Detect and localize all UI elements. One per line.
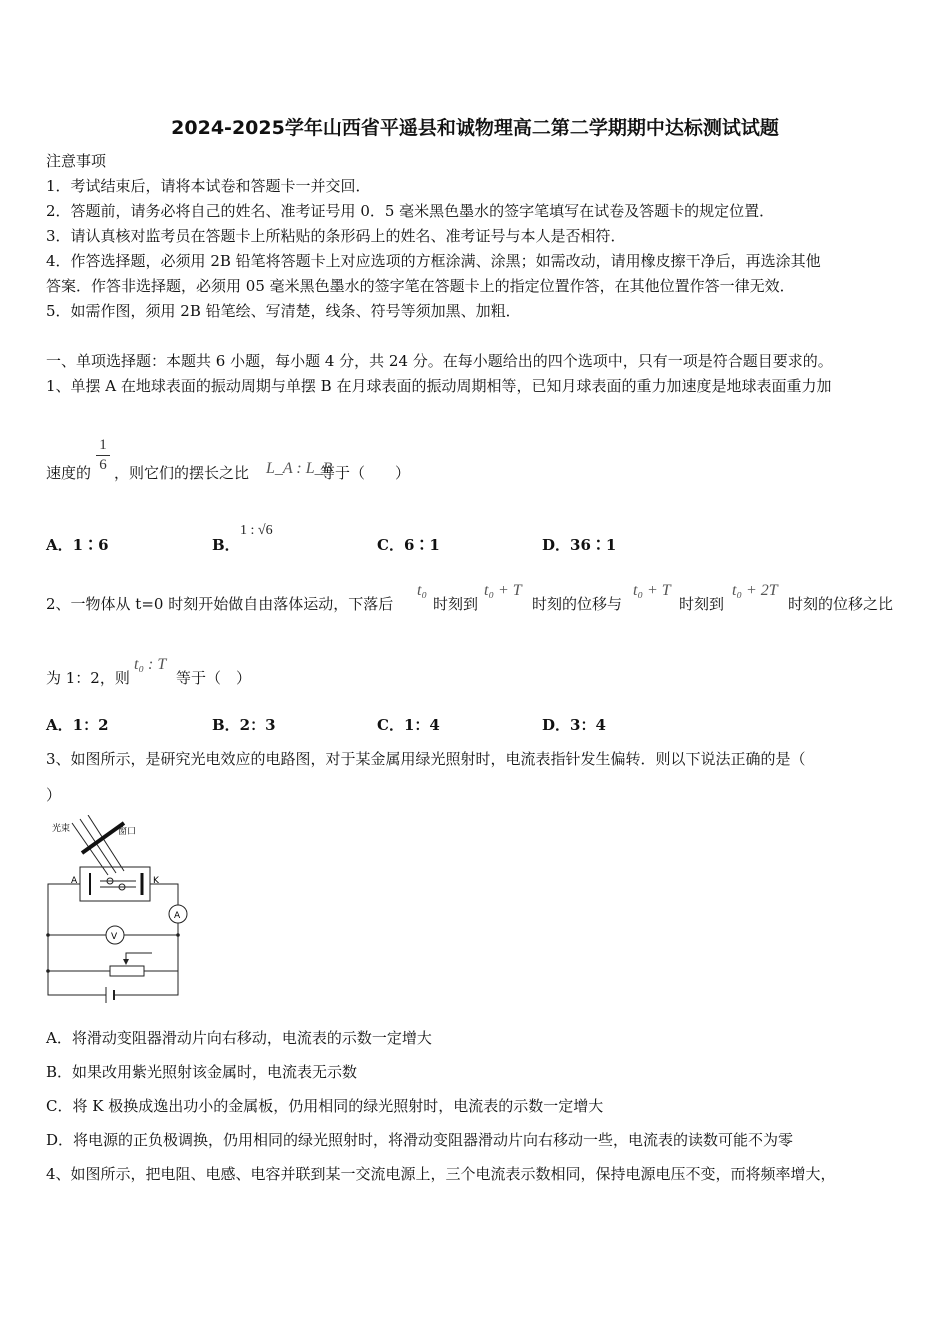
- q1-ratio-math: L_A : L_B: [266, 460, 333, 477]
- q2-option-b: B．2：3: [212, 716, 276, 734]
- q1-option-a: A．1∶6: [46, 536, 109, 554]
- q2-math-t0-plus-2t: t₀ + 2T: [732, 582, 778, 599]
- page-title: 2024-2025学年山西省平遥县和诚物理高二第二学期期中达标测试试题: [171, 117, 779, 139]
- junction-3: [176, 933, 180, 937]
- q2-stem-seg3: 时刻的位移与: [532, 595, 623, 613]
- q2-option-c: C．1：4: [377, 716, 440, 734]
- section-heading: 一、单项选择题：本题共 6 小题，每小题 4 分，共 24 分。在每小题给出的四个选项中，只有一项是符合题目要求的。: [46, 352, 833, 370]
- q2-stem-line2-pre: 为 1：2，则: [46, 669, 130, 687]
- q2-option-d: D．3：4: [542, 716, 606, 734]
- q1-stem-line1: 1、单摆 A 在地球表面的振动周期与单摆 B 在月球表面的振动周期相等，已知月球表面的重力加速度是地球表面重力加: [46, 377, 832, 395]
- q1-option-d: D．36∶1: [542, 536, 617, 554]
- junction-1: [46, 933, 50, 937]
- notice-item-5: 5．如需作图，须用 2B 铅笔绘、写清楚，线条、符号等须加黑、加粗．: [46, 302, 521, 320]
- rheostat-slider: [123, 959, 129, 965]
- light-label: 光束: [52, 824, 71, 834]
- q2-stem-seg5: 时刻的位移之比: [788, 595, 894, 613]
- light-beam: [72, 815, 124, 875]
- q1-option-b-math: 1 : √6: [240, 523, 273, 538]
- q2-stem-seg2: 时刻到: [433, 595, 479, 613]
- voltmeter-label: V: [111, 932, 118, 942]
- q3-stem-line2: ）: [46, 786, 62, 804]
- ammeter-label: A: [174, 911, 181, 921]
- q2-stem-seg1: 2、一物体从 t=0 时刻开始做自由落体运动，下落后: [46, 595, 394, 613]
- q1-frac-num: 1: [99, 437, 107, 453]
- q2-math-t0-plus-t: t₀ + T: [484, 582, 522, 599]
- q2-math-t0-plus-t-2: t₀ + T: [633, 582, 671, 599]
- q1-fraction: [96, 437, 110, 474]
- notice-item-4: 4．作答选择题，必须用 2B 铅笔将答题卡上对应选项的方框涂满、涂黑；如需改动，请用橡皮擦干净后，再选涂其他: [46, 252, 821, 270]
- junction-2: [46, 969, 50, 973]
- q3-stem-line1: 3、如图所示，是研究光电效应的电路图，对于某金属用绿光照射时，电流表指针发生偏转．则以下说法正确的是（: [46, 750, 806, 768]
- q3-option-b: B．如果改用紫光照射该金属时，电流表无示数: [46, 1063, 358, 1081]
- q1-frac-bar: [96, 455, 110, 456]
- notice-item-4-cont: 答案．作答非选择题，必须用 05 毫米黑色墨水的签字笔在答题卡上的指定位置作答，在其他位置作答一律无效．: [46, 277, 795, 295]
- q2-stem-line2-post: 等于（ ）: [176, 669, 252, 687]
- q3-option-d: D．将电源的正负极调换，仍用相同的绿光照射时，将滑动变阻器滑动片向右移动一些，电流表的读数可能不为零: [46, 1131, 794, 1149]
- photoelectric-circuit-diagram: [40, 815, 200, 1005]
- notice-item-3: 3．请认真核对监考员在答题卡上所粘贴的条形码上的姓名、准考证号与本人是否相符．: [46, 227, 626, 245]
- notice-heading: 注意事项: [46, 152, 107, 170]
- q2-math-ratio: t₀ : T: [134, 656, 167, 673]
- q4-stem-line1: 4、如图所示，把电阻、电感、电容并联到某一交流电源上，三个电流表示数相同，保持电源电压不变，而将频率增大，: [46, 1165, 836, 1183]
- cathode-label: K: [153, 876, 159, 886]
- q3-option-a: A．将滑动变阻器滑动片向右移动，电流表的示数一定增大: [46, 1029, 432, 1047]
- q1-stem-pre: 速度的: [46, 464, 92, 482]
- q1-frac-den: 6: [99, 457, 107, 473]
- window-label: 窗口: [118, 827, 137, 837]
- anode-label: A: [71, 876, 78, 886]
- q2-math-t0: t₀: [417, 582, 428, 599]
- notice-item-2: 2．答题前，请务必将自己的姓名、准考证号用 0．5 毫米黑色墨水的签字笔填写在试卷及答题卡的规定位置．: [46, 202, 775, 220]
- notice-item-1: 1．考试结束后，请将本试卷和答题卡一并交回．: [46, 177, 371, 195]
- q1-option-c: C．6∶1: [377, 536, 440, 554]
- q3-option-c: C．将 K 极换成逸出功小的金属板，仍用相同的绿光照射时，电流表的示数一定增大: [46, 1097, 604, 1115]
- q1-stem-mid: ，则它们的摆长之比: [114, 464, 250, 482]
- q2-stem-seg4: 时刻到: [679, 595, 725, 613]
- rheostat: [110, 966, 144, 976]
- q1-stem-post: 等于（ ）: [320, 464, 411, 482]
- q2-option-a: A．1：2: [46, 716, 109, 734]
- q1-option-b: B．: [212, 536, 240, 554]
